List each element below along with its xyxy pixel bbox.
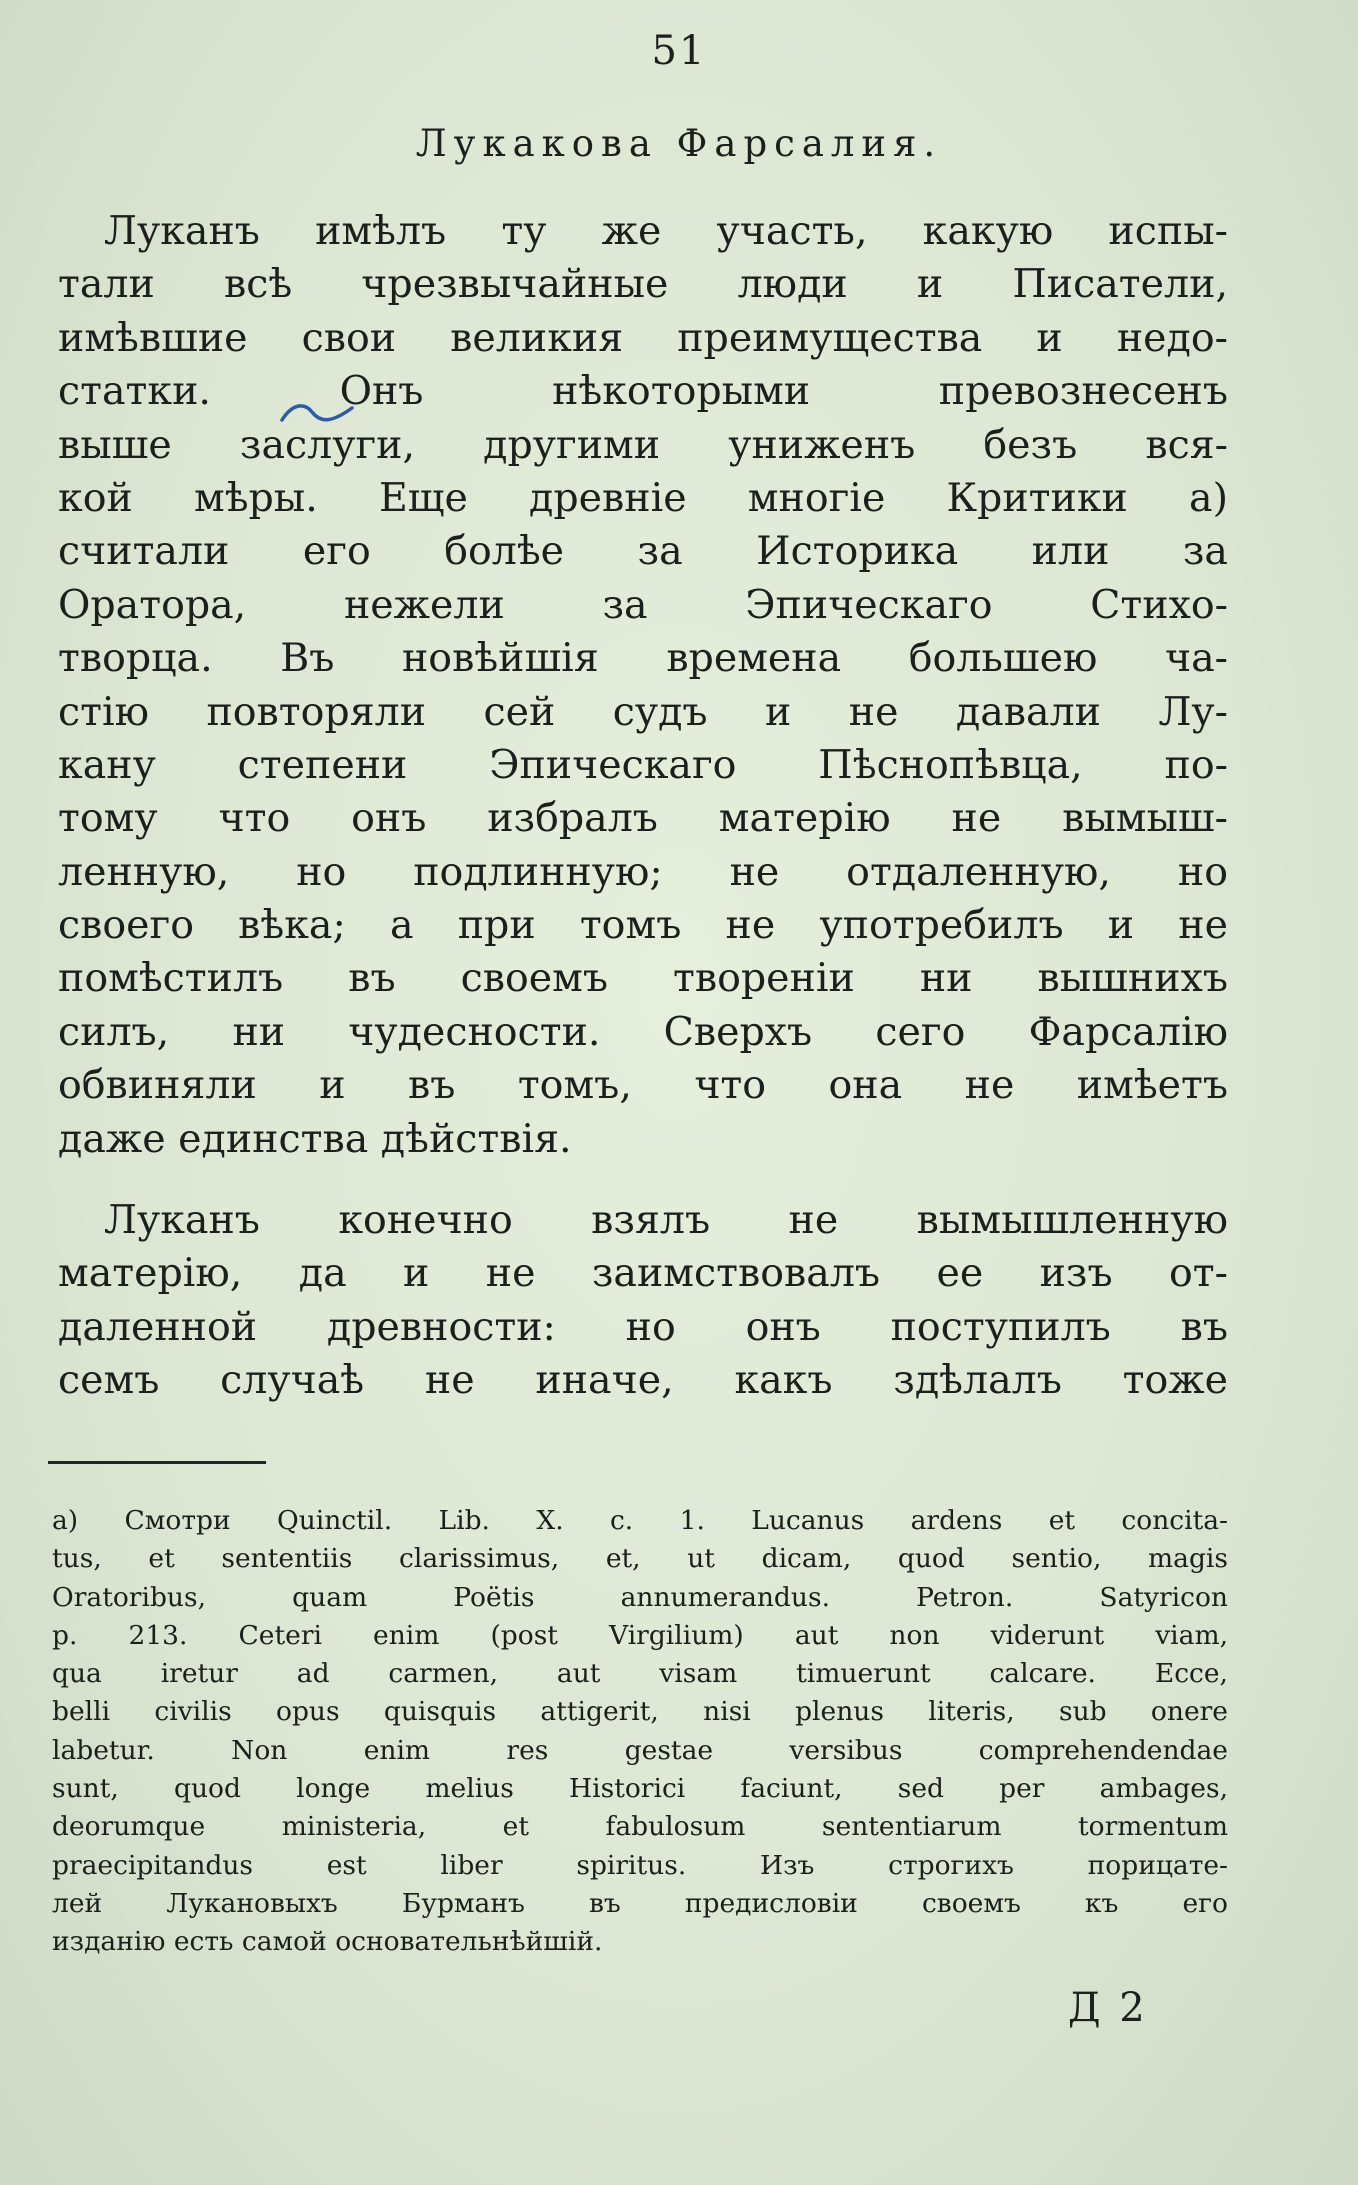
footnote-line: изданію есть самой основательнѣйшій. xyxy=(52,1926,603,1958)
footnote-line: sunt, quod longe melius Historici faciunt, sed per ambages, xyxy=(52,1773,1228,1805)
footnote-line: deorumque ministeria, et fabulosum sententiarum tormentum xyxy=(52,1811,1228,1843)
footnote-line: labetur. Non enim res gestae versibus comprehendendae xyxy=(52,1734,1228,1766)
text-line: считали его болѣе за Историка или за xyxy=(58,528,1228,575)
main-text xyxy=(58,205,1228,1408)
footnote-line: лей Лукановыхъ Бурманъ въ предисловіи своемъ къ его xyxy=(52,1887,1228,1919)
footnote-block xyxy=(52,1502,1228,1962)
text-line: своего вѣка; а при томъ не употребилъ и не xyxy=(58,902,1228,949)
footnote-line: qua iretur ad carmen, aut visam timuerunt calcare. Ecce, xyxy=(52,1658,1228,1690)
text-line: помѣстилъ въ своемъ твореніи ни вышнихъ xyxy=(58,955,1228,1002)
signature-mark: Д 2 xyxy=(1068,1985,1148,2031)
page-number: 51 xyxy=(651,28,707,74)
footnote-line: praecipitandus est liber spiritus. Изъ строгихъ порицате- xyxy=(52,1849,1228,1881)
text-line: Луканъ имѣлъ ту же участь, какую испы- xyxy=(104,208,1228,254)
text-line: ленную, но подлинную; не отдаленную, но xyxy=(58,848,1228,895)
text-line: статки. Онъ нѣкоторыми превознесенъ xyxy=(58,368,1228,415)
footnote-line: Oratoribus, quam Poëtis annumerandus. Petron. Satyricon xyxy=(52,1581,1228,1613)
footnote-divider xyxy=(48,1461,266,1464)
chapter-title: Лукакова Фарсалия. xyxy=(415,122,943,165)
footnote-line: p. 213. Ceteri enim (post Virgilium) aut non viderunt viam, xyxy=(52,1619,1228,1651)
text-line: даже единства дѣйствія. xyxy=(58,1115,572,1162)
footnote-line: belli civilis opus quisquis attigerit, nisi plenus literis, sub onere xyxy=(52,1696,1228,1728)
text-line: имѣвшие свои великия преимущества и недо- xyxy=(58,314,1228,361)
text-line: творца. Въ новѣйшія времена большею ча- xyxy=(58,635,1228,682)
paragraph-2 xyxy=(58,1194,1228,1408)
footnote-line: tus, et sententiis clarissimus, et, ut dicam, quod sentio, magis xyxy=(52,1543,1228,1575)
paragraph-gap xyxy=(58,1166,1228,1194)
text-line: силъ, ни чудесности. Сверхъ сего Фарсалію xyxy=(58,1008,1228,1055)
text-line: тому что онъ избралъ матерію не вымыш- xyxy=(58,795,1228,842)
text-line: стію повторяли сей судъ и не давали Лу- xyxy=(58,688,1228,735)
text-line: даленной древности: но онъ поступилъ въ xyxy=(58,1303,1228,1350)
footnote-line: а) Смотри Quinctil. Lib. X. c. 1. Lucanus ardens et concita- xyxy=(52,1505,1228,1536)
text-line: Луканъ конечно взялъ не вымышленную xyxy=(104,1197,1228,1244)
text-line: тали всѣ чрезвычайные люди и Писатели, xyxy=(58,261,1228,308)
text-line: кану степени Эпическаго Пѣснопѣвца, по- xyxy=(58,741,1228,788)
text-line: семъ случаѣ не иначе, какъ здѣлалъ тоже xyxy=(58,1357,1228,1404)
text-line: Оратора, нежели за Эпическаго Стихо- xyxy=(58,581,1228,628)
text-line: обвиняли и въ томъ, что она не имѣетъ xyxy=(58,1062,1228,1109)
text-line: матерію, да и не заимствовалъ ее изъ от- xyxy=(58,1250,1228,1297)
text-line: выше заслуги, другими униженъ безъ вся- xyxy=(58,421,1228,468)
text-line: кой мѣры. Еще древніе многіе Критики а) xyxy=(58,474,1228,521)
paragraph-1 xyxy=(58,205,1228,1166)
